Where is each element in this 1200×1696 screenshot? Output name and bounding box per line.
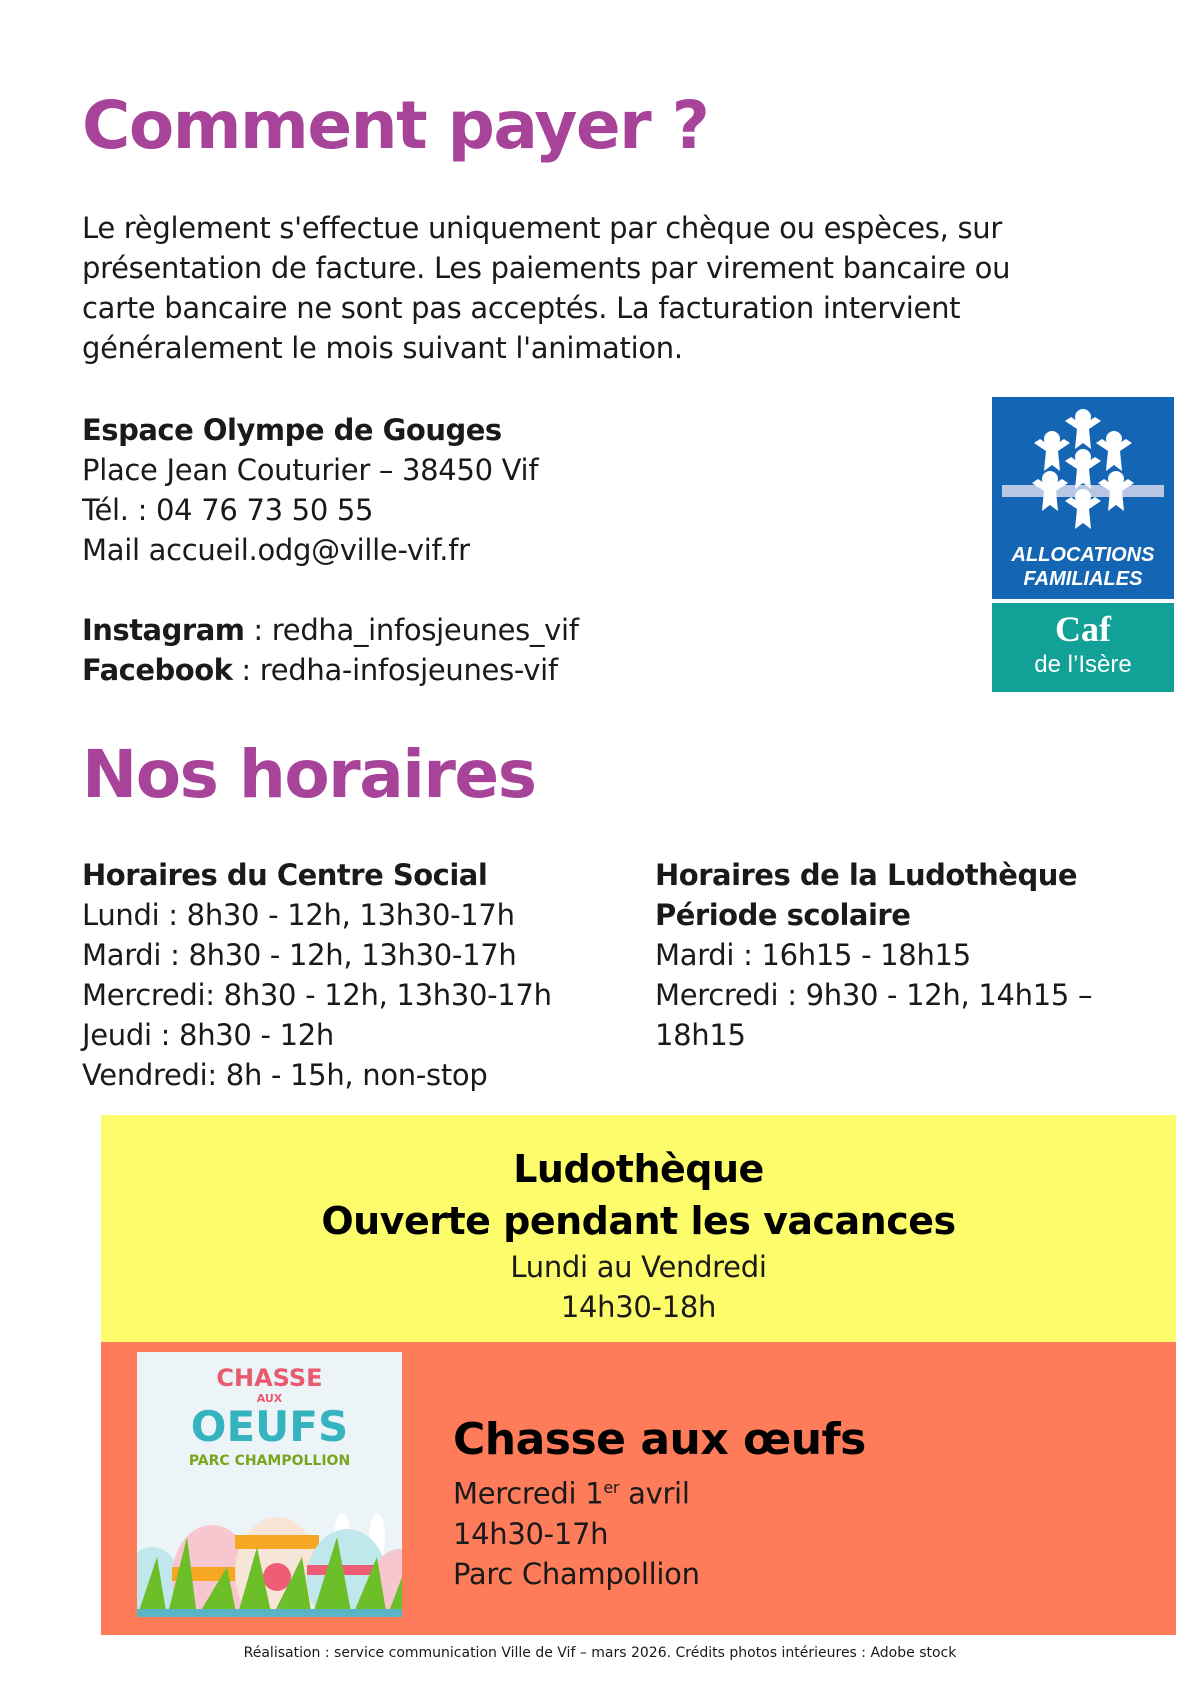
instagram-line[interactable]: [82, 610, 579, 650]
centre-hours-line: Lundi : 8h30 - 12h, 13h30-17h: [82, 898, 515, 932]
image-parc: PARC CHAMPOLLION: [188, 1453, 351, 1469]
logo-region: de l’Isère: [1034, 651, 1132, 678]
contact-address: Place Jean Couturier – 38450 Vif: [82, 453, 539, 487]
hours-title: Nos horaires: [82, 736, 536, 813]
event-place: Parc Champollion: [453, 1556, 700, 1591]
vacances-title1: Ludothèque: [513, 1147, 764, 1191]
logo-line1: ALLOCATIONS: [1011, 544, 1155, 566]
payment-paragraph: [82, 208, 1010, 368]
event-time: 14h30-17h: [453, 1516, 609, 1551]
facebook-label: Facebook: [82, 653, 233, 687]
event-date: [453, 1468, 866, 1514]
payment-line: Le règlement s'effectue uniquement par chèque ou espèces, sur: [82, 211, 1002, 245]
logo-caf: Caf: [1055, 609, 1111, 649]
payment-title: Comment payer ?: [82, 87, 709, 164]
facebook-value: : redha-infosjeunes-vif: [232, 653, 558, 687]
event-banner: [101, 1342, 1176, 1635]
event-date-prefix: Mercredi 1: [453, 1476, 604, 1511]
vacances-banner: [101, 1115, 1176, 1342]
event-date-suffix: avril: [619, 1476, 690, 1511]
payment-line: généralement le mois suivant l'animation.: [82, 331, 683, 365]
contact-phone[interactable]: Tél. : 04 76 73 50 55: [82, 493, 374, 527]
centre-heading: Horaires du Centre Social: [82, 858, 488, 892]
image-chasse: CHASSE: [216, 1364, 323, 1392]
facebook-line[interactable]: [82, 650, 579, 690]
contact-block: [82, 410, 579, 690]
payment-line: présentation de facture. Les paiements par virement bancaire ou: [82, 251, 1011, 285]
ludo-hours: [655, 855, 1092, 1055]
vacances-time: 14h30-18h: [560, 1290, 717, 1324]
event-date-sup: er: [603, 1478, 620, 1497]
payment-line: carte bancaire ne sont pas acceptés. La facturation intervient: [82, 291, 961, 325]
image-oeufs: OEUFS: [190, 1402, 349, 1451]
ludo-hours-line: Mercredi : 9h30 - 12h, 14h15 –: [655, 978, 1093, 1012]
image-aux: AUX: [256, 1392, 283, 1405]
easter-egg-image: [137, 1352, 402, 1617]
ludo-heading: Horaires de la Ludothèque: [655, 858, 1078, 892]
caf-logo: [992, 397, 1174, 692]
families-icon: [992, 397, 1174, 537]
centre-hours-line: Mardi : 8h30 - 12h, 13h30-17h: [82, 938, 517, 972]
vacances-days: Lundi au Vendredi: [510, 1250, 767, 1284]
contact-mail[interactable]: Mail accueil.odg@ville-vif.fr: [82, 533, 470, 567]
logo-line2: FAMILIALES: [1023, 568, 1143, 590]
ludo-subheading: Période scolaire: [655, 898, 911, 932]
contact-name: Espace Olympe de Gouges: [82, 413, 502, 447]
centre-hours-line: Jeudi : 8h30 - 12h: [82, 1018, 334, 1052]
eggs-grass-icon: [137, 1497, 402, 1617]
centre-hours-line: Vendredi: 8h - 15h, non-stop: [82, 1058, 488, 1092]
event-title: Chasse aux œufs: [453, 1414, 866, 1465]
instagram-label: Instagram: [82, 613, 245, 647]
footer-credits: Réalisation : service communication Ville de Vif – mars 2026. Crédits photos intérieures : Adobe stock: [243, 1645, 957, 1661]
vacances-title2: Ouverte pendant les vacances: [321, 1199, 956, 1243]
centre-hours-line: Mercredi: 8h30 - 12h, 13h30-17h: [82, 978, 552, 1012]
ludo-hours-line: Mardi : 16h15 - 18h15: [655, 938, 971, 972]
instagram-value: : redha_infosjeunes_vif: [244, 613, 579, 647]
centre-hours: [82, 855, 552, 1095]
ludo-hours-line: 18h15: [655, 1018, 746, 1052]
